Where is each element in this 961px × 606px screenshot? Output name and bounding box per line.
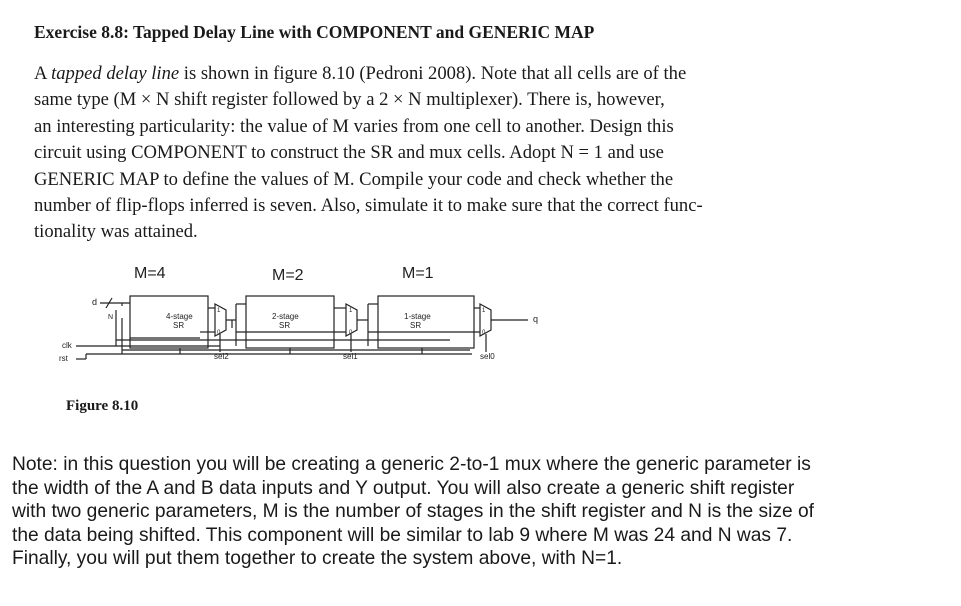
tapped-delay-line-diagram	[50, 258, 570, 383]
mux1-input0-label: 0	[349, 330, 353, 336]
sel2-label: sel2	[214, 352, 229, 361]
line-text: A	[34, 63, 52, 84]
note-line: with two generic parameters, M is the number of stages in the shift register and N is the size of	[12, 501, 814, 522]
m2-label: M=2	[272, 267, 304, 284]
note-line: Finally, you will put them together to create the system above, with N=1.	[12, 548, 623, 569]
sel1-label: sel1	[343, 352, 358, 361]
sr2-label-line2: SR	[279, 321, 291, 330]
mux0-input0-label: 0	[482, 330, 486, 336]
note-paragraph	[12, 453, 952, 571]
d-input-label: d	[92, 297, 98, 307]
paragraph-line	[34, 61, 804, 87]
note-line: the width of the A and B data inputs and Y output. You will also create a generic shift register	[12, 477, 795, 499]
italic-term: tapped delay line	[51, 63, 180, 84]
line-text: is shown in figure 8.10 (Pedroni 2008). Note that all cells are of the	[179, 63, 687, 84]
mux0-input1-label: 1	[482, 308, 486, 314]
paragraph-line: circuit using COMPONENT to construct the SR and mux cells. Adopt N = 1 and use	[34, 142, 664, 164]
clk-label: clk	[62, 341, 72, 350]
mux2-input0-label: 0	[217, 330, 221, 336]
sr4-label-line2: SR	[173, 321, 185, 330]
sr1-label-line2: SR	[410, 321, 422, 330]
note-line: Note: in this question you will be creating a generic 2-to-1 mux where the generic parameter is	[12, 454, 811, 475]
q-output-label: q	[533, 314, 539, 324]
rst-label: rst	[59, 354, 68, 363]
exercise-paragraph	[34, 61, 804, 246]
m4-label: M=4	[134, 265, 166, 282]
sel0-label: sel0	[480, 352, 495, 361]
note-line: the data being shifted. This component will be similar to lab 9 where M was 24 and N was 7.	[12, 524, 793, 546]
sr4-label-line1: 4-stage	[166, 312, 193, 321]
exercise-title: Exercise 8.8: Tapped Delay Line with COMPONENT and GENERIC MAP	[34, 22, 595, 42]
paragraph-line: number of flip-flops inferred is seven. Also, simulate it to make sure that the correct func-	[34, 194, 703, 216]
mux1-input1-label: 1	[349, 308, 353, 314]
m1-label: M=1	[402, 265, 434, 282]
paragraph-line: tionality was attained.	[34, 221, 198, 243]
figure-caption: Figure 8.10	[66, 398, 139, 414]
paragraph-line: an interesting particularity: the value of M varies from one cell to another. Design this	[34, 115, 674, 137]
bus-width-label: N	[108, 314, 114, 321]
sr2-label-line1: 2-stage	[272, 312, 299, 321]
paragraph-line: same type (M × N shift register followed by a 2 × N multiplexer). There is, however,	[34, 89, 665, 111]
mux2-input1-label: 1	[217, 308, 221, 314]
paragraph-line: GENERIC MAP to define the values of M. Compile your code and check whether the	[34, 168, 674, 190]
sr1-label-line1: 1-stage	[404, 312, 431, 321]
